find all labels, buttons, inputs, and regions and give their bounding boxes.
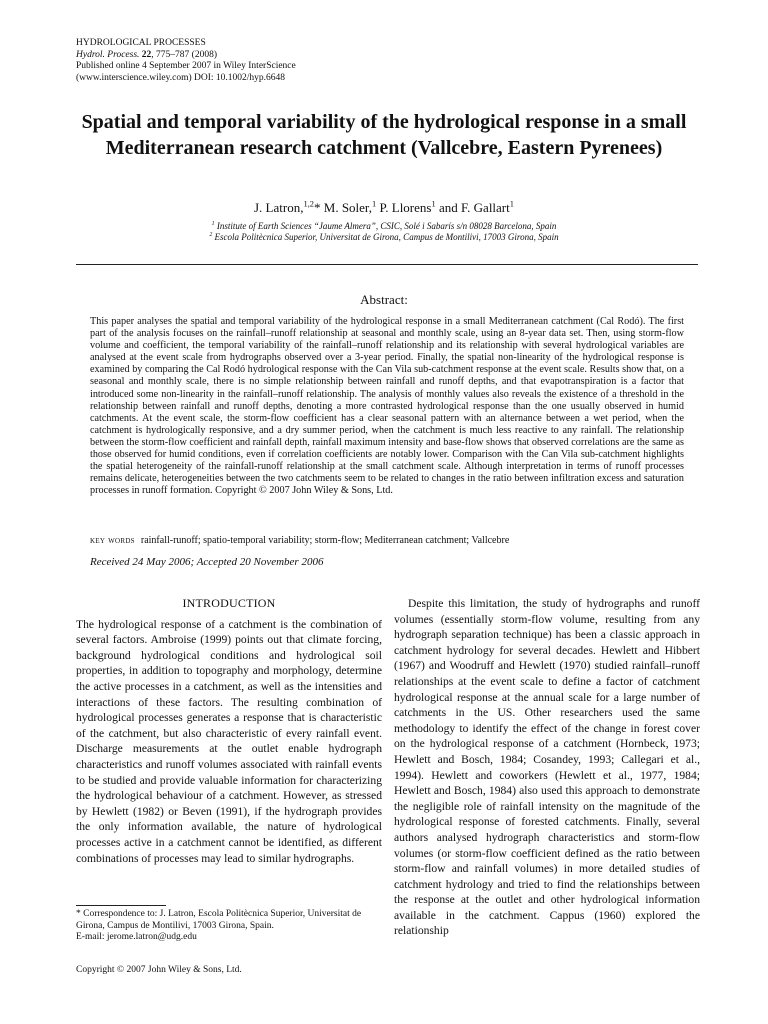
author-affil-sup: 1,2 bbox=[303, 198, 315, 209]
keywords-label: key words bbox=[90, 535, 135, 546]
author bbox=[379, 200, 461, 215]
author-affil-sup: 1 bbox=[431, 198, 436, 209]
page-footer-copyright: Copyright © 2007 John Wiley & Sons, Ltd. bbox=[76, 965, 242, 975]
affiliation-text: Escola Politècnica Superior, Universitat de Girona, Campus de Montilivi, 17003 Girona, Spain bbox=[214, 232, 559, 242]
correspondence-text: * Correspondence to: J. Latron, Escola Politècnica Superior, Universitat de Girona, Campus de Montilivi, 17003 Girona, Spain. bbox=[76, 909, 362, 931]
published-line: Published online 4 September 2007 in Wiley InterScience bbox=[76, 61, 296, 71]
footnote-divider bbox=[76, 905, 166, 906]
correspondence-email[interactable]: E-mail: jerome.latron@udg.edu bbox=[76, 932, 197, 942]
author-name: M. Soler, bbox=[323, 200, 372, 215]
author-sep: and bbox=[435, 200, 461, 215]
doi-line: (www.interscience.wiley.com) DOI: 10.1002/hyp.6648 bbox=[76, 72, 286, 83]
author-name: F. Gallart bbox=[460, 200, 510, 215]
received-dates: Received 24 May 2006; Accepted 20 November 2006 bbox=[90, 556, 324, 568]
author-list bbox=[60, 200, 708, 216]
intro-paragraph-1: The hydrological response of a catchment is the combination of several factors. Ambroise (1999) points out that climate forcing, background hydrological conditions and hydrological soil properties, in addition to topography and morphology, determine the active processes in a catchment, as well as the intensities and interactions of these factors. The resulting combination of hydrological processes generates a response that is characteristic of the catchment, but also characteristic of every rainfall event. Discharge measurements at the outlet enable hydrograph characteristics and runoff volumes associated with rainfall events to be studied and provide valuable information for characterizing the hydrological behaviour of a catchment. However, as stressed by Hewlett (1982) or Beven (1991), if the hydrograph provides the only information available, the nature of hydrological processes active in a catchment cannot be identified, as different combinations of processes may lead to similar hydrographs. bbox=[76, 617, 382, 865]
affiliation-2 bbox=[60, 232, 708, 243]
column-left bbox=[76, 596, 382, 866]
paper-title: Spatial and temporal variability of the hydrological response in a small Mediterranean research catchment (Vallcebre, Eastern Pyrenees) bbox=[81, 111, 687, 159]
author-affil-sup: 1 bbox=[509, 198, 514, 209]
citation-pages: , 775–787 (2008) bbox=[151, 49, 217, 60]
column-right bbox=[394, 596, 700, 939]
affiliation-number: 1 bbox=[211, 221, 215, 227]
affiliation-text: Institute of Earth Sciences “Jaume Almera”, CSIC, Solé i Sabarís s/n 08028 Barcelona, Spain bbox=[216, 221, 557, 231]
journal-citation bbox=[76, 50, 296, 62]
journal-header bbox=[76, 38, 296, 84]
abstract-body: This paper analyses the spatial and temporal variability of the hydrological response in a small Mediterranean catchment (Cal Rodó). The first part of the analysis focuses on the rainfall–runoff relationship at seasonal and monthly scale, using an 8-year data set. Then, using storm-flow volume and coefficient, the temporal variability of the rainfall–runoff relationship and its relationship with several hydrological variables are analysed at the event scale from hydrographs observed over a 3-year period. Finally, the spatial non-linearity of the hydrological response is examined by comparing the Cal Rodó hydrological response with the Can Vila sub-catchment response at the event scale. Results show that, on a seasonal and monthly scale, there is no simple relationship between rainfall and runoff depths, and that evapotranspiration is a factor that introduced some non-linearity in the rainfall–runoff relationship. The analysis of monthly values also reveals the existence of a threshold in the relationship between rainfall and runoff depths, denoting a more contrasted hydrological response than the one usually observed in humid catchments. At the event scale, the storm-flow coefficient has a clear seasonal pattern with an alternance between a wet period, when the catchment is hydrologically responsive, and a dry summer period, when the catchment is much less reactive to any rainfall. The relationship between the storm-flow coefficient and rainfall depth, rainfall maximum intensity and base-flow shows that observed correlations are the same as those observed for humid conditions, even if correlation coefficients are notably lower. Comparison with the Can Vila sub-catchment highlights the spatial heterogeneity of the rainfall-runoff relationship at the small catchment scale. Although interpretation in terms of runoff processes remains delicate, heterogeneities between the two catchments seem to be related to changes in the ratio between infiltration excess and saturation processes in runoff formation. Copyright © 2007 John Wiley & Sons, Ltd. bbox=[90, 316, 684, 497]
author-name: J. Latron, bbox=[254, 200, 304, 215]
keywords-text: rainfall-runoff; spatio-temporal variability; storm-flow; Mediterranean catchment; Vallcebre bbox=[140, 535, 510, 546]
header-divider bbox=[76, 264, 698, 265]
affiliations bbox=[60, 221, 708, 243]
author-name: P. Llorens bbox=[379, 200, 432, 215]
section-heading-introduction: INTRODUCTION bbox=[182, 596, 276, 610]
journal-name: HYDROLOGICAL PROCESSES bbox=[76, 38, 206, 48]
author bbox=[324, 200, 380, 215]
abstract-heading: Abstract: bbox=[360, 292, 408, 307]
author-affil-sup: 1 bbox=[372, 198, 377, 209]
affiliation-number: 2 bbox=[209, 232, 213, 238]
intro-paragraph-2: Despite this limitation, the study of hydrographs and runoff volumes (essentially storm-flow volume, resulting from any hydrograph separation technique) has been a classic approach in catchment hydrology for several decades. Hewlett and Hibbert (1967) and Woodruff and Hewlett (1970) studied rainfall–runoff relationships at the event scale to define a factor of catchment hydrological response at the annual scale for a large number of catchments in the US. Other researchers used the same methodology to identify the effect of the change in forest cover on the hydrological response of a catchment (Hornbeck, 1973; Hewlett and Bosch, 1984; Cosandey, 1993; Callegari et al., 1994). Hewlett and coworkers (Hewlett et al., 1977, 1984; Hewlett and Bosch, 1984) also used this approach to demonstrate the negligible role of rainfall intensity on the magnitude of the hydrological response of forested catchments. Finally, several authors analysed hydrograph characteristics and storm-flow volumes (or storm-flow coefficient defined as the ratio between storm-flow and rainfall volumes) in more detailed studies of catchment hydrology and tried to find the relationships between the response at the outlet and other hydrological information available in the catchment. Cappus (1960) explored the relationship bbox=[394, 597, 700, 938]
author bbox=[461, 200, 514, 215]
citation-journal: Hydrol. Process. bbox=[76, 49, 140, 60]
corresponding-mark: * bbox=[314, 200, 321, 215]
citation-volume: 22 bbox=[141, 49, 152, 60]
correspondence-footnote bbox=[76, 909, 382, 944]
affiliation-1 bbox=[60, 221, 708, 232]
author bbox=[254, 200, 324, 215]
keywords bbox=[90, 535, 690, 546]
